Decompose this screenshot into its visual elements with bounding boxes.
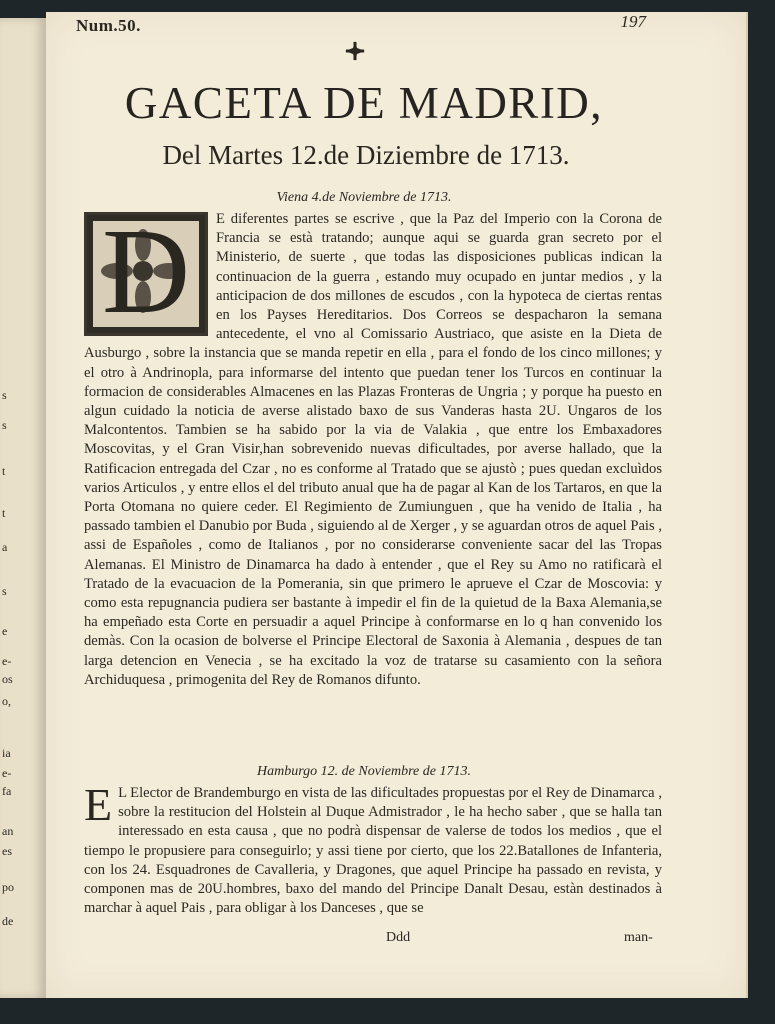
facing-page-fragment: po	[2, 880, 14, 894]
gazette-page	[46, 12, 746, 998]
facing-page-fragment: s	[2, 388, 7, 402]
page-number: 197	[620, 12, 646, 31]
issue-number: Num.50.	[76, 16, 141, 35]
facing-page-fragment: de	[2, 914, 14, 928]
facing-page-fragment: fa	[2, 784, 12, 798]
ornamental-initial	[84, 210, 208, 339]
signature-mark: Ddd	[386, 930, 411, 945]
catchword: man-	[624, 930, 653, 945]
facing-page-fragment: e-	[2, 654, 12, 668]
facing-page-fragment: es	[2, 844, 12, 858]
facing-page-fragment: e-	[2, 766, 12, 780]
article-hamburgo	[84, 784, 662, 926]
dropcap-letter: D	[101, 210, 191, 339]
dateline-viena: Viena 4.de Noviembre de 1713.	[276, 190, 452, 205]
facing-page-fragment: s	[2, 418, 7, 432]
facing-page-fragment: e	[2, 624, 8, 638]
article-viena	[84, 210, 662, 765]
cross-ornament-icon	[344, 40, 366, 62]
facing-page-fragment: t	[2, 506, 6, 520]
issue-date: Del Martes 12.de Diziembre de 1713.	[162, 140, 570, 170]
facing-page-fragment: s	[2, 584, 7, 598]
facing-page-fragment: a	[2, 540, 8, 554]
facing-page-fragment: os	[2, 672, 13, 686]
masthead-title: GACETA DE MADRID,	[124, 78, 604, 128]
facing-page-fragment: ia	[2, 746, 11, 760]
facing-page-fragment: an	[2, 824, 14, 838]
facing-page-fragment: t	[2, 464, 6, 478]
dropcap-letter: E	[84, 784, 113, 830]
dateline-hamburgo: Hamburgo 12. de Noviembre de 1713.	[257, 764, 471, 779]
article-text: L Elector de Brandemburgo en vista de las dificultades propuestas por el Rey de Dinamarca , sobre la restitucion del Holstein al Duque Admistrador , le ha hecho saber , que se halla tan interessado en esta causa , que no podrà dispensar de valerse de todos los medios , que el tiempo le propusiere para conseguirlo; y assi tiene por cierto, que los 22.Batallones de Infanteria, con los 24. Esquadrones de Cavalleria, y Dragones, que aquel Principe ha passado en revista, y componen mas de 20U.hombres, baxo del mando del Principe Danalt Desau, estàn destinados à marchar à aquel Pais , para obligar à los Danceses , que se	[84, 785, 662, 917]
facing-page-edge	[0, 18, 47, 998]
facing-page-fragment: o,	[2, 694, 11, 708]
article-text: E diferentes partes se escrive , que la Paz del Imperio con la Corona de Francia se està tratando; aunque aqui se guarda gran secreto por el Ministerio, de suerte , que todas las disposiciones publicas indican la continuacion de la guerra , estando muy ocupado en juntar medios , y la anticipacion de dos millones de escudos , con la hypoteca de ciertas rentas en los Payses Hereditarios. Dos Correos se despacharon la semana antecedente, el vno al Comissario Austriaco, que asiste en la Dieta de Ausburgo , sobre la instancia que se manda repetir en ella , para el fondo de los cinco millones; y el otro à Andrinopla, para informarse del intento que puedan tener los Turcos en continuar la formacion de considerables Almacenes en las Plazas Fronteras de Ungria ; y porque ha puesto en algun cuidado la noticia de averse alistado baxo de sus Vanderas hasta 2U. Ungaros de los Malcontentos. Tambien se ha sabido por la via de Valakia , que entre los Embaxadores Moscovitas, y el Gran Visir,han sobrevenido nuevas dificultades, por averse hallado, que la Ratificacion entregada del Czar , no es conforme al Tratado que se ajustò ; pues quedan excluìdos varios Articulos , y entre ellos el del tributo anual que ha de pagar al Kan de los Tartaros, en que la Porta Otomana no quiere ceder. El Regimiento de Zumiunguen , que ha venido de Italia , ha passado tambien el Danubio por Buda , siguiendo al de Xerger , y se aguardan otros de aquel Pais , assi de Españoles , como de Italianos , por no considerarse conveniente sacar del las Tropas Alemanas. El Ministro de Dinamarca ha dado à entender , que el Rey su Amo no ratificarà el Tratado de la evacuacion de la Pomerania, sin que primero le aprueve el Czar de Moscovia: y como esta repugnancia pudiera ser bastante à impedir el fin de la quietud de la Baxa Alemania,se ha empeñado esta Corte en persuadir a aquel Principe à conformarse en lo q han convenido los demàs. Con la ocasion de bolverse el Principe Electoral de Saxonia à Alemania , despues de tan larga detencion en Venecia , se ha excitado la voz de tratarse su casamiento con la señora Archiduquesa , primogenita del Rey de Romanos difunto.	[84, 211, 662, 688]
